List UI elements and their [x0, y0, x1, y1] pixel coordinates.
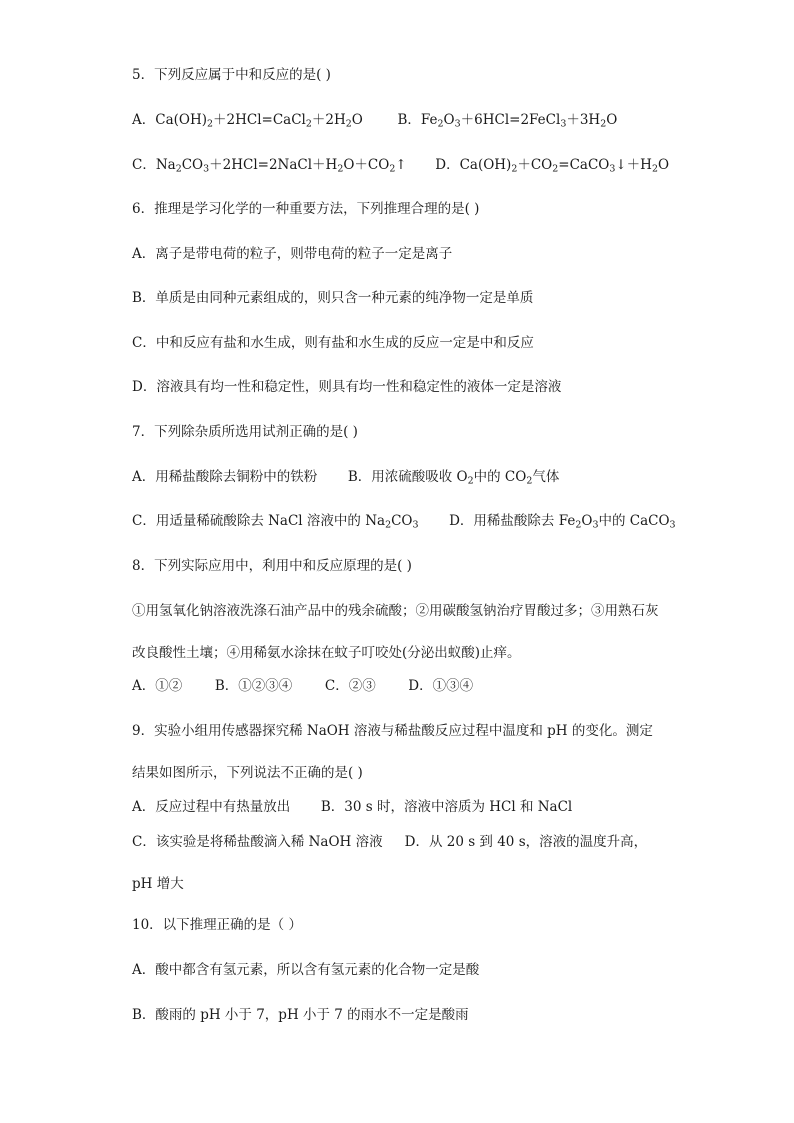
question-6-option-a: A．离子是带电荷的粒子，则带电荷的粒子一定是离子: [132, 246, 453, 262]
question-5-options-ab: [132, 110, 617, 130]
question-9-option-b: B．30 s 时，溶液中溶质为 HCl 和 NaCl: [320, 799, 573, 815]
question-7-option-a: A．用稀盐酸除去铜粉中的铁粉: [132, 469, 318, 485]
question-7-option-b: B．用浓硫酸吸收 $O_2$中的 $CO_2$气体: [347, 469, 560, 487]
question-6-option-d: D．溶液具有均一性和稳定性，则具有均一性和稳定性的液体一定是溶液: [132, 379, 562, 395]
question-7-options-cd: [132, 511, 676, 531]
question-10-option-a: A．酸中都含有氢元素，所以含有氢元素的化合物一定是酸: [132, 962, 480, 978]
question-7-stem: 7．下列除杂质所选用试剂正确的是( ): [132, 424, 358, 440]
question-8-option-c: C．②③: [324, 678, 376, 694]
question-7-options-ab: [132, 467, 559, 487]
question-10-option-b: B．酸雨的 pH 小于 7，pH 小于 7 的雨水不一定是酸雨: [132, 1007, 469, 1023]
question-7-option-c: C．用适量稀硫酸除去 NaCl 溶液中的 $Na_2CO_3$: [132, 513, 419, 531]
question-7-option-d: D．用稀盐酸除去 $Fe_2O_3$中的 CaCO$_3$: [449, 513, 676, 531]
question-9-options-cd: [132, 821, 662, 905]
question-8-option-a: A．①②: [132, 678, 183, 694]
question-6-option-c: C．中和反应有盐和水生成，则有盐和水生成的反应一定是中和反应: [132, 335, 534, 351]
question-5-option-d: D．$Ca(OH)_2+CO_2=CaCO_3↓+H_2O$: [435, 157, 670, 175]
question-5-stem: 5．下列反应属于中和反应的是( ): [132, 67, 331, 83]
question-5-options-cd: [132, 155, 669, 175]
question-9-option-d: D．从 20 s 到 40 s，溶液的温度升高，pH 增大: [132, 834, 648, 892]
question-5-option-c: C．$Na_2CO_3+2HCl=2NaCl+H_2O+CO_2↑$: [132, 157, 407, 175]
question-8-option-d: D．①③④: [408, 678, 474, 694]
question-8-option-b: B．①②③④: [214, 678, 293, 694]
question-9-stem: 9．实验小组用传感器探究稀 NaOH 溶液与稀盐酸反应过程中温度和 pH 的变化。测定结果如图所示，下列说法不正确的是( ): [132, 723, 653, 781]
question-6-option-b: B．单质是由同种元素组成的，则只含一种元素的纯净物一定是单质: [132, 290, 534, 306]
question-5-option-b: B．$Fe_2O_3+6HCl=2FeCl_3+3H_2O$: [397, 112, 618, 130]
question-8-options: [132, 676, 473, 696]
question-10-stem: 10．以下推理正确的是（ ）: [132, 917, 302, 933]
question-9-option-c: C．该实验是将稀盐酸滴入稀 NaOH 溶液: [132, 834, 383, 850]
question-9-option-a: A．反应过程中有热量放出: [132, 799, 291, 815]
question-8-stem: 8．下列实际应用中，利用中和反应原理的是( ): [132, 558, 412, 574]
question-8-body: ①用氢氧化钠溶液洗涤石油产品中的残余硫酸；②用碳酸氢钠治疗胃酸过多；③用熟石灰改良酸性土壤；④用稀氨水涂抹在蚊子叮咬处(分泌出蚁酸)止痒。: [132, 603, 659, 661]
question-9-options-ab: [132, 797, 572, 817]
question-6-stem: 6．推理是学习化学的一种重要方法，下列推理合理的是( ): [132, 201, 480, 217]
question-5-option-a: A．$Ca(OH)_2+2HCl=CaCl_2+2H_2O$: [132, 112, 363, 130]
